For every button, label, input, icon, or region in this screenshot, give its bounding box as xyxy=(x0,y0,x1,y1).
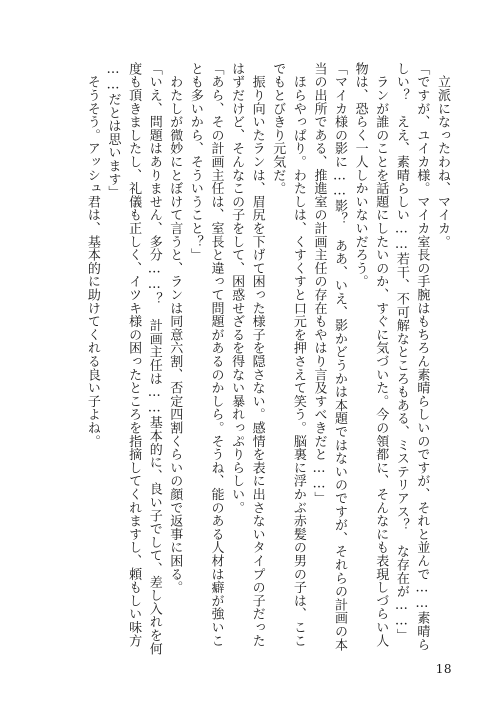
text-line-13: とも多いから、そういうこと？」 xyxy=(187,62,203,262)
page-number: 18 xyxy=(435,662,452,676)
text-line-12: 「あら、その計画主任は、室長と違って問題があるのかしら。そうね、能のある人材は癖が強いこ xyxy=(208,62,224,648)
text-line-7: 当の出所である、推進室の計画主任の存在もやはり言及すべきだと……」 xyxy=(311,62,327,505)
text-line-18: そうそう。アッシュ君は、基本的に助けてくれる良い子よね。 xyxy=(84,62,100,448)
text-line-2: 「ですが、ユイカ様。マイカ室長の手腕はもちろん素晴らしいのですが、それと並んで……素晴ら xyxy=(414,62,430,652)
text-line-1: 立派になったわね、マイカ。 xyxy=(435,62,450,249)
text-line-10: 振り向いたランは、眉尻を下げて困った様子を隠さない。感情を表に出さないタイプの子だった xyxy=(249,62,265,648)
text-line-11: はずだけど、そんなこの子をして、困惑せざるを得ない暴れっぷりらしい。 xyxy=(229,62,245,515)
body-text xyxy=(81,62,452,656)
text-line-14: わたしが微妙にとぼけて言うと、ランは同意六割、否定四割くらいの顔で返事に困る。 xyxy=(167,62,183,594)
text-line-3: しい？ ええ、素晴らしい……若干、不可解なところもある、ミステリアス？ な存在が……」 xyxy=(393,62,409,642)
text-line-4: ランが誰のことを話題にしたいのか、すぐに気づいた。今の領都に、そんなにも表現しづらい人 xyxy=(373,62,389,648)
text-line-9: でもとびきり元気だ。 xyxy=(270,62,286,195)
text-line-15: 「いえ、問題はありません、多分……？ 計画主任は……基本的に、良い子でして、差し入れを何 xyxy=(146,62,162,656)
text-line-6: 「マイカ様の影に……影？ ああ、いえ、影かどうかは本題ではないのですが、それらの計画の本 xyxy=(332,62,348,652)
text-line-5: 物は、恐らく一人しかいないだろう。 xyxy=(352,62,368,289)
text-line-16: 度も頂きましたし、礼儀も正しく、イツキ様の困ったところを指摘してくれますし、頼もしい味方 xyxy=(126,62,142,648)
text-line-8: ほらやっぱり。わたしは、くすくすと口元を押さえて笑う。脳裏に浮かぶ赤髪の男の子は、ここ xyxy=(290,62,306,648)
text-line-17: ……だとは思います」 xyxy=(105,62,121,199)
